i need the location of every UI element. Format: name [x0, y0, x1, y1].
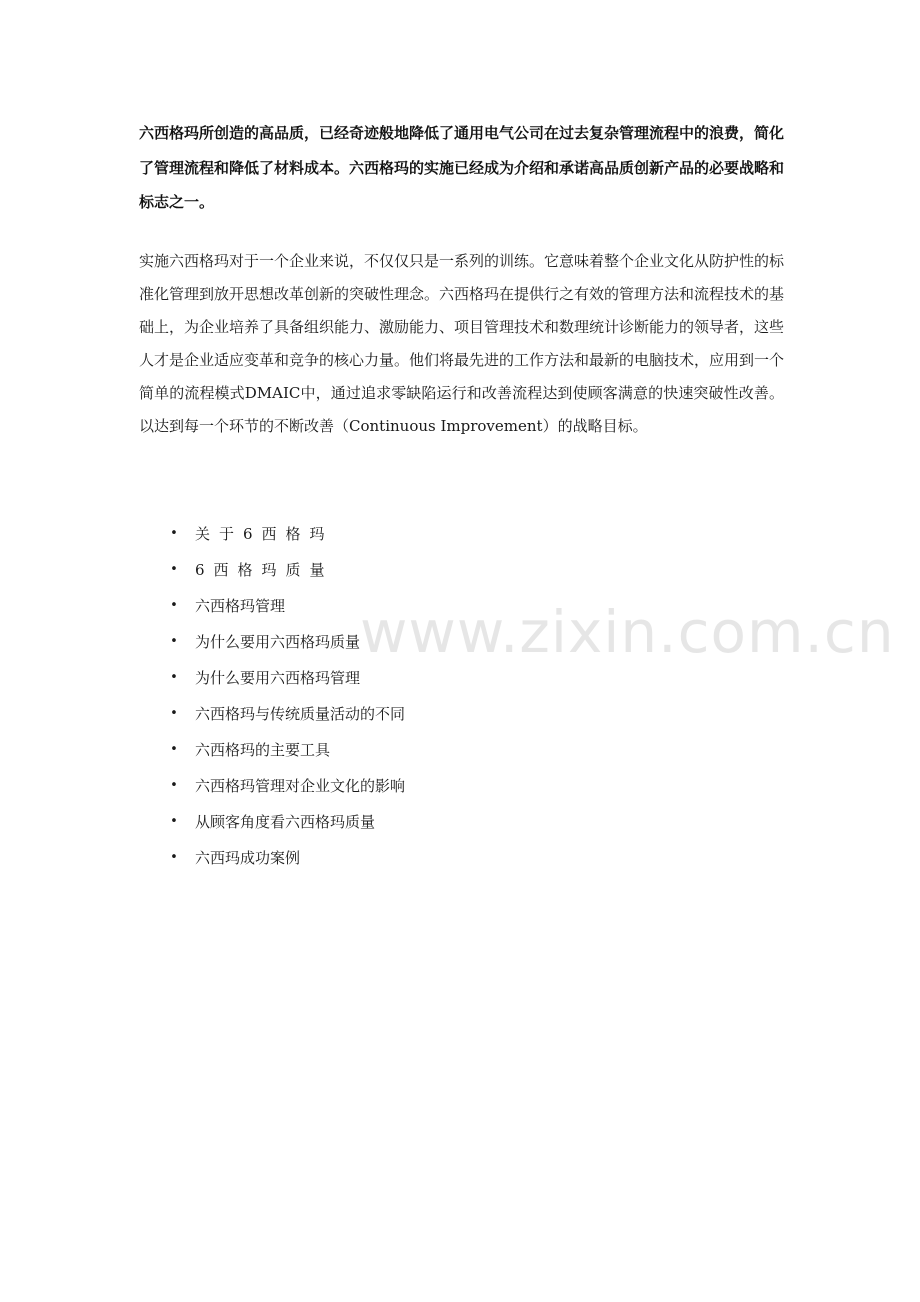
- bullet-icon: •: [170, 814, 178, 829]
- topic-link-culture-impact[interactable]: 六西格玛管理对企业文化的影响: [195, 777, 406, 795]
- intro-paragraph-bold: 六西格玛所创造的高品质，已经奇迹般地降低了通用电气公司在过去复杂管理流程中的浪费，简化了管理流程和降低了材料成本。六西格玛的实施已经成为介绍和承诺高品质创新产品的必要战略和标志之一。: [139, 124, 785, 211]
- bullet-icon: •: [170, 670, 178, 685]
- topic-link-why-quality[interactable]: 为什么要用六西格玛质量: [195, 633, 361, 651]
- topic-link-about-6sigma[interactable]: 关于6西格玛: [195, 525, 334, 543]
- topic-link-success-cases[interactable]: 六西玛成功案例: [195, 849, 301, 867]
- bullet-icon: •: [170, 526, 178, 541]
- bullet-icon: •: [170, 634, 178, 649]
- bullet-icon: •: [170, 778, 178, 793]
- watermark-text: www.zixin.com.cn: [360, 598, 895, 666]
- topic-link-why-management[interactable]: 为什么要用六西格玛管理: [195, 669, 361, 687]
- bullet-icon: •: [170, 742, 178, 757]
- topic-link-customer-view[interactable]: 从顾客角度看六西格玛质量: [195, 813, 376, 831]
- body-paragraph: 实施六西格玛对于一个企业来说，不仅仅只是一系列的训练。它意味着整个企业文化从防护性的标准化管理到放开思想改革创新的突破性理念。六西格玛在提供行之有效的管理方法和流程技术的基础上，为企业培养了具备组织能力、激励能力、项目管理技术和数理统计诊断能力的领导者，这些人才是企业适应变革和竞争的核心力量。他们将最先进的工作方法和最新的电脑技术，应用到一个简单的流程模式DMAIC中，通过追求零缺陷运行和改善流程达到使顾客满意的快速突破性改善。以达到每一个环节的不断改善（Continuous Improvement）的战略目标。: [139, 252, 785, 435]
- topic-link-6sigma-quality[interactable]: 6西格玛质量: [195, 561, 334, 579]
- topic-link-differences[interactable]: 六西格玛与传统质量活动的不同: [195, 705, 406, 723]
- bullet-icon: •: [170, 706, 178, 721]
- bullet-icon: •: [170, 850, 178, 865]
- topic-link-6sigma-management[interactable]: 六西格玛管理: [195, 597, 286, 615]
- topic-link-main-tools[interactable]: 六西格玛的主要工具: [195, 741, 331, 759]
- bullet-icon: •: [170, 562, 178, 577]
- bullet-icon: •: [170, 598, 178, 613]
